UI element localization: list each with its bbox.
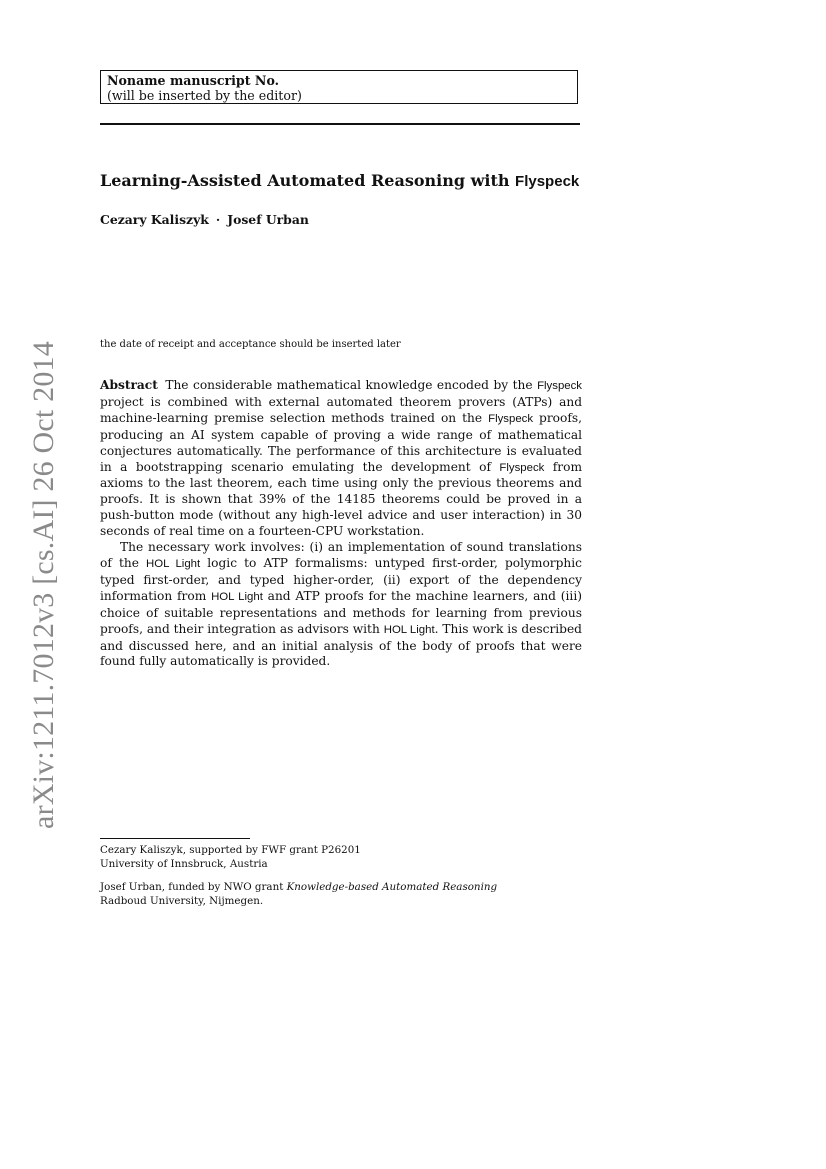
arxiv-identifier: arXiv:1211.7012v3 [cs.AI] 26 Oct 2014 [27,341,60,829]
abstract-text: project is combined with external automated theorem provers (ATPs) and machine-learning premise selection methods trained on the [100,394,582,425]
footnote-funding-text: Josef Urban, funded by NWO grant [100,881,287,893]
footnote-funding: Cezary Kaliszyk, supported by FWF grant P26201 [100,844,361,856]
abstract-text: and ATP proofs for the machine learners, and (iii) choice of suitable representations and methods for learning from previous proofs, and their integration as advisors with [100,588,582,636]
abstract-text: logic to ATP formalisms: untyped first-order, polymorphic typed first-order, and typed higher-order, (ii) export of the dependency information from [100,555,582,603]
footnote-affiliation: Radboud University, Nijmegen. [100,894,264,907]
abstract-text: The necessary work involves: (i) an implementation of sound translations of the [100,540,582,570]
author-name: Josef Urban [227,212,309,227]
abstract-paragraph [100,378,582,540]
system-name: HOL Light [383,623,435,636]
manuscript-editor-note: (will be inserted by the editor) [107,88,302,103]
paper-title [100,171,579,190]
date-note: the date of receipt and acceptance should be inserted later [100,339,401,350]
footnote-author-2 [100,881,497,908]
abstract-text: proofs, producing an AI system capable of proving a wide range of mathematical conjectures automatically. The performance of this architecture is evaluated in a bootstrapping scenario emulating the development of [100,410,582,474]
abstract-text: The considerable mathematical knowledge encoded by the [165,378,538,392]
footnote-affiliation: University of Innsbruck, Austria [100,857,268,870]
system-name: Flyspeck [537,380,583,392]
system-name: Flyspeck [488,412,534,425]
manuscript-number-label: Noname manuscript No. [107,73,280,88]
system-name: Flyspeck [499,461,545,474]
manuscript-box [100,70,578,104]
author-name: Cezary Kaliszyk [100,212,209,227]
paper-title-main: Learning-Assisted Automated Reasoning with [100,171,516,190]
abstract-text: from axioms to the last theorem, each time using only the previous theorems and proofs. It is shown that 39% of the 14185 theorems could be proved in a push-button mode (without any high-level advice and user interaction) in 30 seconds of real time on a fourteen-CPU workstation. [100,459,583,539]
grant-name: Knowledge-based Automated Reasoning [286,881,498,893]
abstract-text: . This work is described and discussed here, and an initial analysis of the body of proofs that were found fully automatically is provided. [100,621,582,669]
paper-title-system: Flyspeck [515,173,580,190]
arxiv-side-stamp [24,341,64,829]
abstract-paragraph [100,540,582,670]
abstract [100,378,582,670]
system-name: HOL Light [146,557,201,570]
author-separator: · [215,212,221,227]
footnotes [100,844,497,918]
footnote-rule [100,838,250,839]
author-list [100,212,309,227]
footnote-funding [100,881,497,895]
footnote-author-1 [100,844,497,871]
header-rule [100,123,580,125]
abstract-label: Abstract [100,378,158,392]
system-name: HOL Light [211,590,263,603]
